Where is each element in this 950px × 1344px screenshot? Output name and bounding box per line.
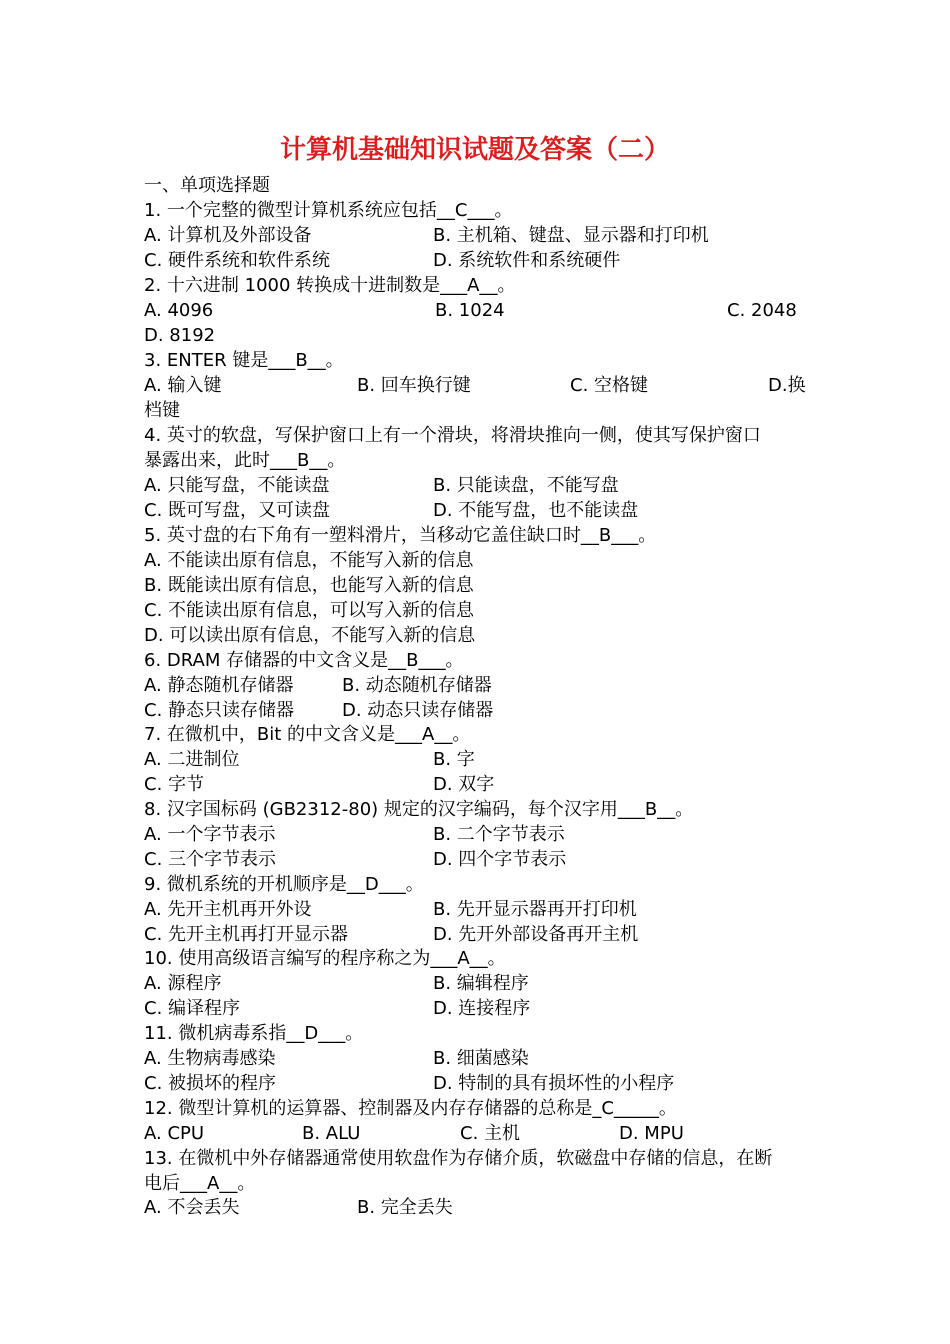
option: D. 不能写盘，也不能读盘: [433, 500, 639, 521]
option: C. 被损坏的程序: [144, 1073, 277, 1094]
option: A. 一个字节表示: [144, 824, 276, 845]
option: C. 主机: [460, 1123, 521, 1144]
option: D. 动态只读存储器: [342, 700, 494, 721]
option: D. MPU: [619, 1123, 684, 1144]
option: B. 动态随机存储器: [342, 675, 492, 696]
question-stem: 13. 在微机中外存储器通常使用软盘作为存储介质，软磁盘中存储的信息，在断: [144, 1148, 773, 1169]
option: D. 可以读出原有信息，不能写入新的信息: [144, 625, 476, 646]
question-stem: 11. 微机病毒系指__D___。: [144, 1023, 364, 1044]
question-stem: 1. 一个完整的微型计算机系统应包括__C___。: [144, 200, 513, 221]
option: A. 不会丢失: [144, 1197, 240, 1218]
question-stem: 10. 使用高级语言编写的程序称之为___A__。: [144, 948, 506, 969]
option: C. 编译程序: [144, 998, 241, 1019]
option: B. 先开显示器再开打印机: [433, 899, 637, 920]
option-continuation: 档键: [144, 400, 180, 421]
option: A. 只能写盘，不能读盘: [144, 475, 330, 496]
option: B. 只能读盘，不能写盘: [433, 475, 619, 496]
option: B. 1024: [435, 300, 505, 321]
option: A. 计算机及外部设备: [144, 225, 312, 246]
question-stem: 5. 英寸盘的右下角有一塑料滑片，当移动它盖住缺口时__B___。: [144, 525, 657, 546]
option: B. 完全丢失: [357, 1197, 453, 1218]
option: C. 先开主机再打开显示器: [144, 924, 349, 945]
option: A. 4096: [144, 300, 214, 321]
question-stem: 4. 英寸的软盘，写保护窗口上有一个滑块，将滑块推向一侧，使其写保护窗口: [144, 425, 761, 446]
option: A. CPU: [144, 1123, 205, 1144]
option: D. 系统软件和系统硬件: [433, 250, 621, 271]
question-stem: 9. 微机系统的开机顺序是__D___。: [144, 874, 424, 895]
option: D. 先开外部设备再开主机: [433, 924, 639, 945]
option: A. 生物病毒感染: [144, 1048, 276, 1069]
option: B. 主机箱、键盘、显示器和打印机: [433, 225, 709, 246]
option: C. 既可写盘，又可读盘: [144, 500, 331, 521]
option: A. 二进制位: [144, 749, 240, 770]
option: A. 输入键: [144, 375, 222, 396]
question-stem: 7. 在微机中，Bit 的中文含义是___A__。: [144, 724, 471, 745]
option: B. 字: [433, 749, 475, 770]
question-stem: 6. DRAM 存储器的中文含义是__B___。: [144, 650, 464, 671]
option: A. 不能读出原有信息，不能写入新的信息: [144, 550, 474, 571]
document-title: 计算机基础知识试题及答案（二）: [279, 135, 670, 165]
question-stem: 8. 汉字国标码 (GB2312-80) 规定的汉字编码，每个汉字用___B__。: [144, 799, 694, 820]
option: D.换: [768, 375, 806, 396]
option: D. 特制的具有损坏性的小程序: [433, 1073, 675, 1094]
option: B. 二个字节表示: [433, 824, 565, 845]
option: C. 2048: [727, 300, 797, 321]
option: B. 细菌感染: [433, 1048, 529, 1069]
question-stem-continuation: 暴露出来，此时___B__。: [144, 450, 346, 471]
option: D. 连接程序: [433, 998, 531, 1019]
section-heading: 一、单项选择题: [144, 175, 270, 196]
option: D. 四个字节表示: [433, 849, 567, 870]
question-stem: 2. 十六进制 1000 转换成十进制数是___A__。: [144, 275, 516, 296]
option: B. 回车换行键: [357, 375, 471, 396]
option: C. 硬件系统和软件系统: [144, 250, 331, 271]
option: A. 先开主机再开外设: [144, 899, 312, 920]
option: C. 静态只读存储器: [144, 700, 295, 721]
question-stem-continuation: 电后___A__。: [144, 1173, 256, 1194]
option: D. 8192: [144, 325, 216, 346]
option: A. 静态随机存储器: [144, 675, 294, 696]
option: B. 编辑程序: [433, 973, 529, 994]
option: D. 双字: [433, 774, 495, 795]
question-stem: 3. ENTER 键是___B__。: [144, 350, 344, 371]
question-stem: 12. 微型计算机的运算器、控制器及内存存储器的总称是_C_____。: [144, 1098, 677, 1119]
option: C. 字节: [144, 774, 205, 795]
option: B. 既能读出原有信息，也能写入新的信息: [144, 575, 474, 596]
option: C. 三个字节表示: [144, 849, 277, 870]
option: B. ALU: [302, 1123, 361, 1144]
option: C. 不能读出原有信息，可以写入新的信息: [144, 600, 475, 621]
option: C. 空格键: [570, 375, 649, 396]
option: A. 源程序: [144, 973, 222, 994]
